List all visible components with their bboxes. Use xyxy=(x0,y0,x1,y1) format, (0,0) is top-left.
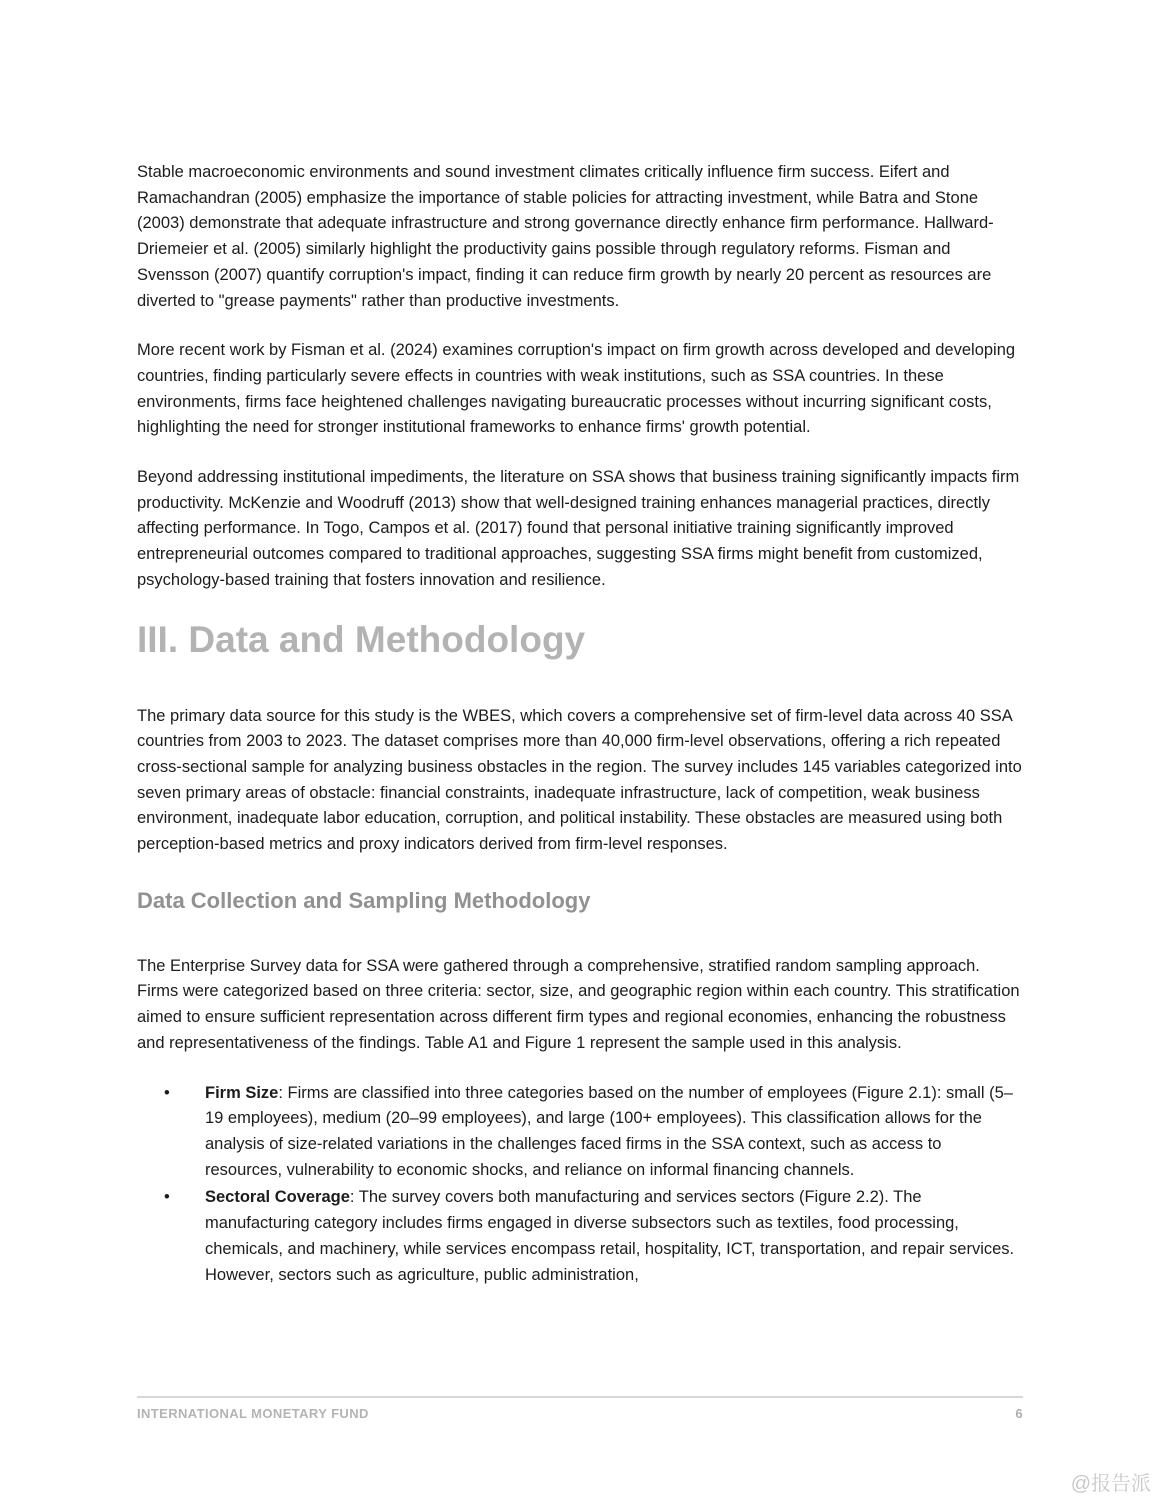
paragraph-corruption-impact: More recent work by Fisman et al. (2024) examines corruption's impact on firm growth across developed and developing countries, finding particularly severe effects in countries with weak institutions, such as SSA countries. In these environments, firms face heightened challenges navigating bureaucratic processes without incurring significant costs, highlighting the need for stronger institutional frameworks to enhance firms' growth potential. xyxy=(137,341,1016,437)
paragraph-sampling-approach: The Enterprise Survey data for SSA were gathered through a comprehensive, stratified random sampling approach. Firms were categorized based on three criteria: sector, size, and geographic region within each country. This stratification aimed to ensure sufficient representation across different firm types and regional economies, enhancing the robustness and representativeness of the findings. Table A1 and Figure 1 represent the sample used in this analysis. xyxy=(137,956,1020,1052)
watermark: @报告派 xyxy=(1070,1473,1151,1495)
paragraph-business-training: Beyond addressing institutional impediments, the literature on SSA shows that business training significantly impacts firm productivity. McKenzie and Woodruff (2013) show that well-designed training enhances managerial practices, directly affecting performance. In Togo, Campos et al. (2017) found that personal initiative training significantly improved entrepreneurial outcomes compared to traditional approaches, suggesting SSA firms might benefit from customized, psychology-based training that fosters innovation and resilience. xyxy=(137,468,1020,589)
paragraph-investment-climate: Stable macroeconomic environments and sound investment climates critically influence firm success. Eifert and Ramachandran (2005) emphasize the importance of stable policies for attracting investment, while Batra and Stone (2003) demonstrate that adequate infrastructure and strong governance directly enhance firm performance. Hallward-Driemeier et al. (2005) similarly highlight the productivity gains possible through regulatory reforms. Fisman and Svensson (2007) quantify corruption's impact, finding it can reduce firm growth by nearly 20 percent as resources are diverted to "grease payments" rather than productive investments. xyxy=(137,163,994,310)
list-text-firm-size: : Firms are classified into three categories based on the number of employees (Figure 2.1): small (5–19 employees), medium (20–99 employees), and large (100+ employees). This classification allows for the analysis of size-related variations in the challenges faced firms in the SSA context, such as access to resources, vulnerability to economic shocks, and reliance on informal financing channels. xyxy=(205,1083,1013,1179)
list-term-sectoral-coverage: Sectoral Coverage xyxy=(205,1188,350,1207)
list-item-sectoral-coverage xyxy=(137,1185,1023,1288)
list-item-firm-size xyxy=(137,1081,1023,1184)
subsection-heading-data-collection: Data Collection and Sampling Methodology xyxy=(137,887,591,913)
page-footer xyxy=(137,1396,1023,1421)
list-term-firm-size: Firm Size xyxy=(205,1083,279,1102)
bullet-icon: • xyxy=(164,1083,170,1102)
footer-organization: INTERNATIONAL MONETARY FUND xyxy=(137,1406,369,1421)
section-heading-data-and-methodology: III. Data and Methodology xyxy=(137,618,586,660)
list-text-sectoral-coverage: : The survey covers both manufacturing and services sectors (Figure 2.2). The manufacturing category includes firms engaged in diverse subsectors such as textiles, food processing, chemicals, and machinery, while services encompass retail, hospitality, ICT, transportation, and repair services. However, sectors such as agriculture, public administration, xyxy=(205,1188,1015,1284)
page-number: 6 xyxy=(1015,1406,1023,1421)
paragraph-wbes-dataset: The primary data source for this study is the WBES, which covers a comprehensive set of firm-level data across 40 SSA countries from 2003 to 2023. The dataset comprises more than 40,000 firm-level observations, offering a rich repeated cross-sectional sample for analyzing business obstacles in the region. The survey includes 145 variables categorized into seven primary areas of obstacle: financial constraints, inadequate infrastructure, lack of competition, weak business environment, inadequate labor education, corruption, and political instability. These obstacles are measured using both perception-based metrics and proxy indicators derived from firm-level responses. xyxy=(137,706,1022,854)
criteria-list xyxy=(137,1081,1023,1289)
bullet-icon: • xyxy=(164,1188,170,1207)
